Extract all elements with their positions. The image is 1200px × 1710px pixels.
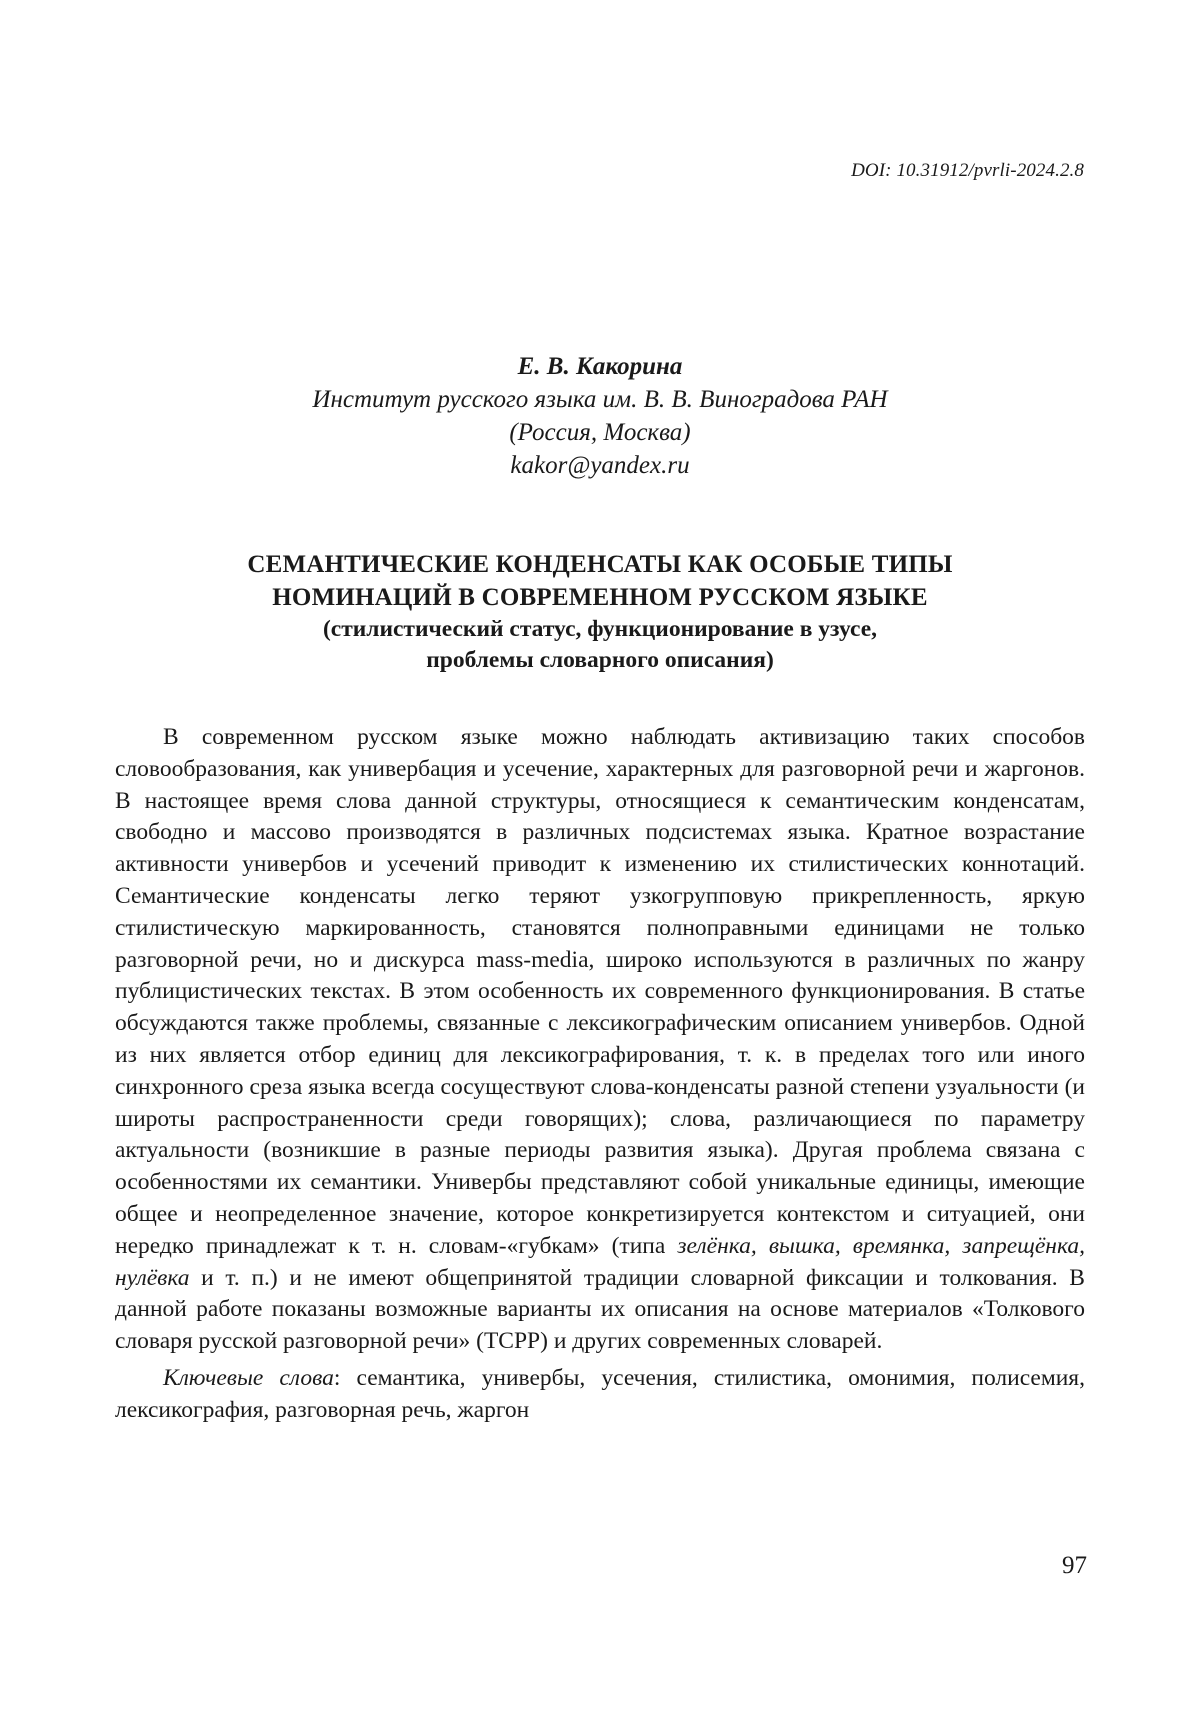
abstract (115, 722, 1085, 1427)
subtitle-line-1: (стилистический статус, функционирование в узусе, (322, 616, 878, 642)
page-number: 97 (1062, 1552, 1087, 1579)
subtitle-line-2: проблемы словарного описания) (426, 647, 774, 673)
abstract-examples: зелёнка, вышка, времянка, запрещёнка, нулёвка (115, 1232, 1086, 1291)
title-line-1: СЕМАНТИЧЕСКИЕ КОНДЕНСАТЫ КАК ОСОБЫЕ ТИПЫ (247, 551, 953, 578)
keywords-text: : семантика, универбы, усечения, стилистика, омонимия, полисемия, лексикография, разговорная речь, жаргон (115, 1364, 1085, 1423)
title-line-2: НОМИНАЦИЙ В СОВРЕМЕННОМ РУССКОМ ЯЗЫКЕ (272, 584, 928, 611)
author-location: (Россия, Москва) (509, 419, 691, 446)
doi-header: DOI: 10.31912/pvrli-2024.2.8 (851, 160, 1084, 181)
article-title (0, 548, 1200, 676)
author-name: Е. В. Какорина (517, 353, 683, 380)
author-email: kakor@yandex.ru (510, 452, 690, 479)
abstract-text-part2: и т. п.) и не имеют общепринятой традиции словарной фиксации и толкования. В данной работе показаны возможные варианты их описания на основе материалов «Толкового словаря русской разговорной речи» (ТСРР) и других современных словарей. (115, 1264, 1085, 1355)
author-affiliation: Институт русского языка им. В. В. Виноградова РАН (312, 386, 888, 413)
keywords-label: Ключевые слова (163, 1364, 334, 1391)
keywords-paragraph (115, 1363, 1085, 1427)
abstract-paragraph (115, 722, 1085, 1358)
author-block (0, 350, 1200, 482)
abstract-text-part1: В современном русском языке можно наблюдать активизацию таких способов словообразования, как универбация и усечение, характерных для разговорной речи и жаргонов. В настоящее время слова данной структуры, относящиеся к семантическим конденсатам, свободно и массово производятся в различных подсистемах языка. Кратное возрастание активности универбов и усечений приводит к изменению их стилистических коннотаций. Семантические конденсаты легко теряют узкогрупповую прикрепленность, яркую стилистическую маркированность, становятся полноправными единицами не только разговорной речи, но и дискурса mass-media, широко используются в различных по жанру публицистических текстах. В этом особенность их современного функционирования. В статье обсуждаются также проблемы, связанные с лексикографическим описанием универбов. Одной из них является отбор единиц для лексикографирования, т. к. в пределах того или иного синхронного среза языка всегда сосуществуют слова-конденсаты разной степени узуальности (и широты распространенности среди говорящих); слова, различающиеся по параметру актуальности (возникшие в разные периоды развития языка). Другая проблема связана с особенностями их семантики. Универбы представляют собой уникальные единицы, имеющие общее и неопределенное значение, которое конкретизируется контекстом и ситуацией, они нередко принадлежат к т. н. словам-«губкам» (типа (115, 724, 1085, 1259)
